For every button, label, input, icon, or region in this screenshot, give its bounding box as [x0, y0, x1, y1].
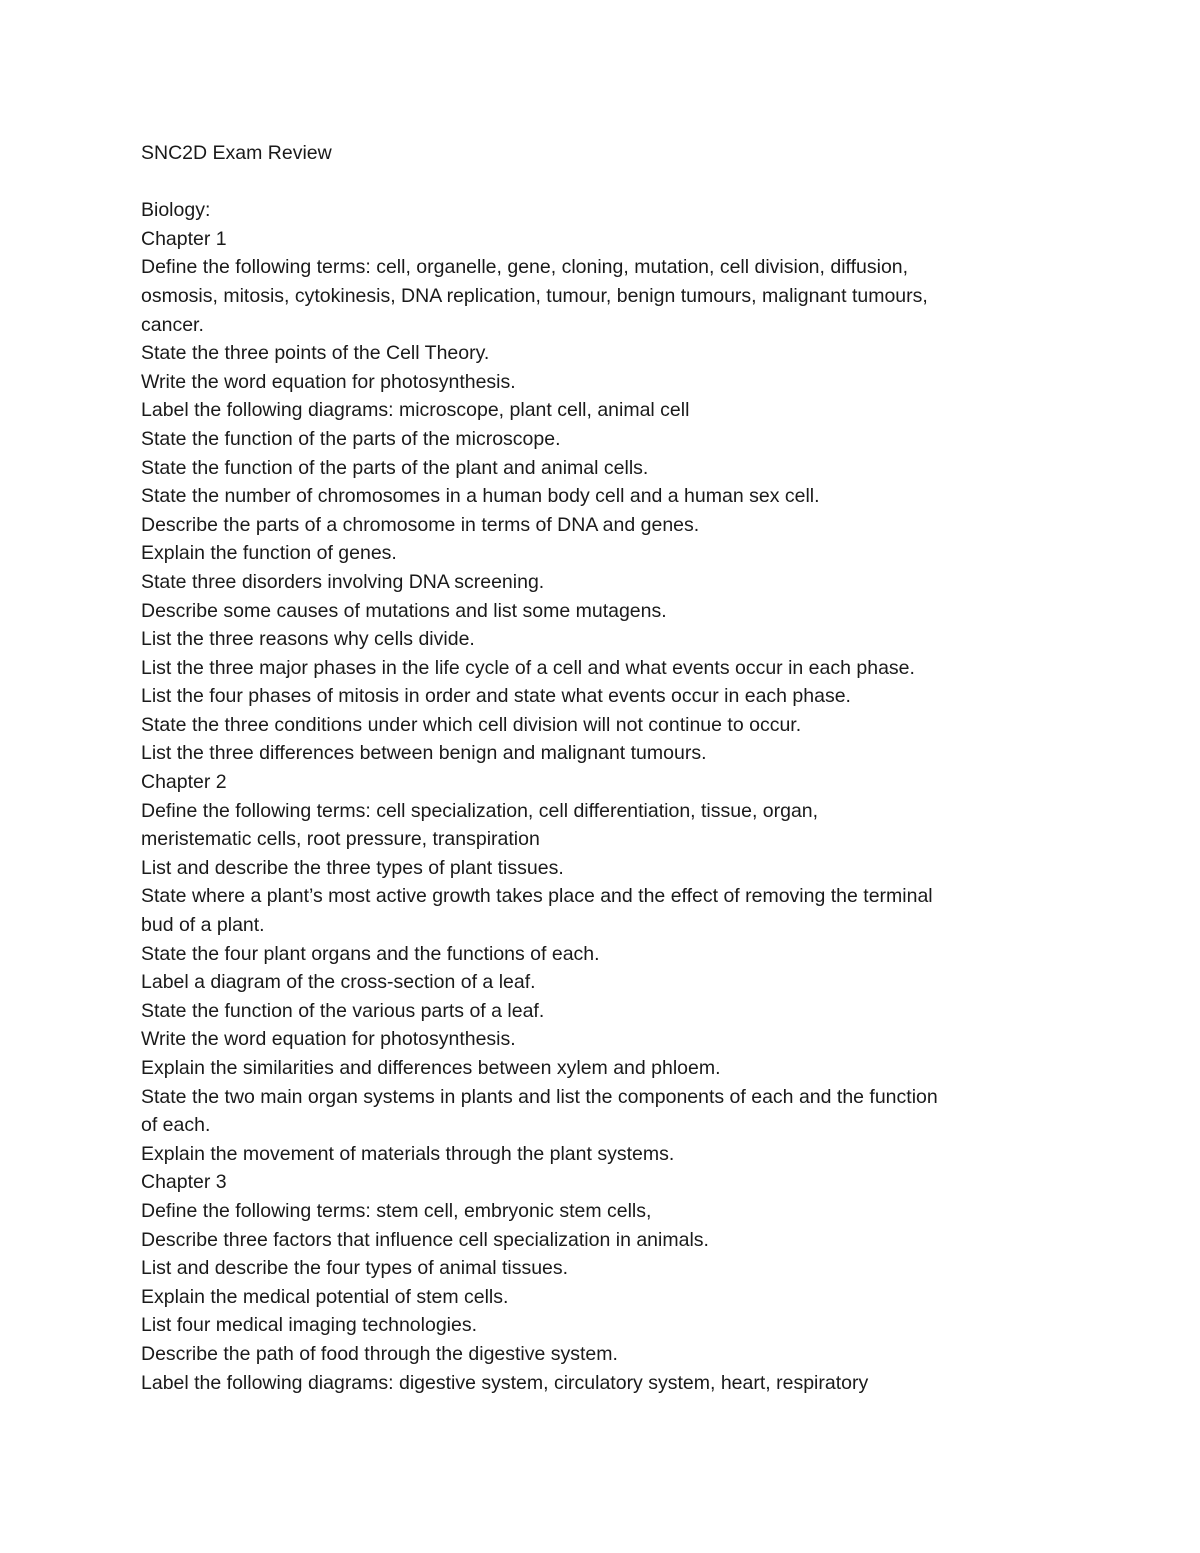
chapter-heading: Chapter 1 [141, 227, 227, 250]
text-line: State the number of chromosomes in a human body cell and a human sex cell. [141, 485, 820, 508]
text-line: State where a plant’s most active growth takes place and the effect of removing the terminal [141, 885, 933, 908]
text-line: List the three reasons why cells divide. [141, 628, 475, 651]
text-line: State the two main organ systems in plants and list the components of each and the function [141, 1085, 938, 1108]
chapter-heading: Chapter 2 [141, 771, 227, 794]
text-line: Describe the parts of a chromosome in terms of DNA and genes. [141, 513, 700, 536]
chapter-1 [141, 225, 1041, 768]
text-line: State the three points of the Cell Theory. [141, 342, 490, 365]
text-line: meristematic cells, root pressure, transpiration [141, 828, 540, 851]
section-heading: Biology: [141, 199, 211, 222]
text-line: Define the following terms: cell specialization, cell differentiation, tissue, organ, [141, 799, 819, 822]
text-line: State three disorders involving DNA screening. [141, 570, 545, 593]
text-line: List the four phases of mitosis in order and state what events occur in each phase. [141, 685, 851, 708]
text-line: Describe some causes of mutations and list some mutagens. [141, 599, 667, 622]
text-line: List the three major phases in the life cycle of a cell and what events occur in each phase. [141, 656, 915, 679]
text-line: Write the word equation for photosynthesis. [141, 370, 516, 393]
text-line: List four medical imaging technologies. [141, 1314, 478, 1337]
text-line: State the function of the parts of the plant and animal cells. [141, 456, 649, 479]
text-line: State the function of the parts of the microscope. [141, 427, 561, 450]
text-line: Define the following terms: cell, organelle, gene, cloning, mutation, cell division, diffusion, [141, 256, 909, 279]
chapter-2 [141, 768, 1041, 1168]
text-line: osmosis, mitosis, cytokinesis, DNA replication, tumour, benign tumours, malignant tumours, [141, 284, 928, 307]
text-line: Label the following diagrams: microscope, plant cell, animal cell [141, 399, 690, 422]
text-line: Describe the path of food through the digestive system. [141, 1342, 618, 1365]
text-line: Explain the movement of materials through the plant systems. [141, 1142, 675, 1165]
chapter-3 [141, 1168, 1041, 1397]
text-line: Define the following terms: stem cell, embryonic stem cells, [141, 1199, 652, 1222]
text-line: List the three differences between benign and malignant tumours. [141, 742, 707, 765]
text-line: Explain the function of genes. [141, 542, 397, 565]
document-title: SNC2D Exam Review [141, 142, 332, 164]
text-line: of each. [141, 1114, 211, 1137]
text-line: Explain the medical potential of stem cells. [141, 1285, 509, 1308]
text-line: List and describe the four types of animal tissues. [141, 1257, 569, 1280]
text-line: List and describe the three types of plant tissues. [141, 856, 564, 879]
text-line: State the three conditions under which cell division will not continue to occur. [141, 713, 802, 736]
chapter-heading: Chapter 3 [141, 1171, 227, 1194]
text-line: State the function of the various parts of a leaf. [141, 999, 545, 1022]
document-page [141, 139, 1041, 1397]
text-line: Explain the similarities and differences between xylem and phloem. [141, 1057, 721, 1079]
text-line: Label the following diagrams: digestive system, circulatory system, heart, respiratory [141, 1371, 869, 1394]
text-line: Describe three factors that influence cell specialization in animals. [141, 1228, 709, 1251]
text-line: cancer. [141, 313, 204, 336]
text-line: bud of a plant. [141, 914, 265, 937]
text-line: Label a diagram of the cross-section of a leaf. [141, 971, 536, 994]
text-line: Write the word equation for photosynthesis. [141, 1028, 516, 1051]
text-line: State the four plant organs and the functions of each. [141, 942, 600, 965]
